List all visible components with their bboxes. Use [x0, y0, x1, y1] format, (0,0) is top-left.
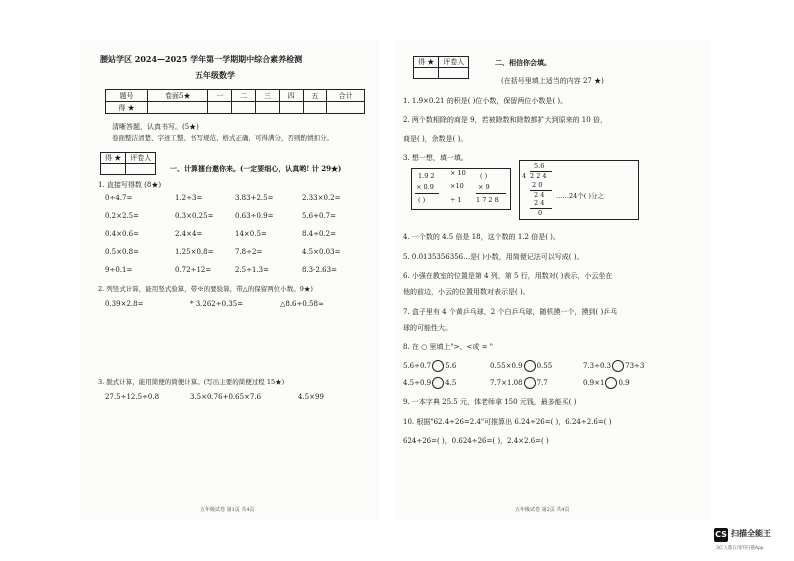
- mult-product: 1 7 2 8: [476, 196, 499, 204]
- scorebox-cell[interactable]: [414, 68, 439, 79]
- q1-item: 4.5×0.03=: [302, 248, 341, 256]
- q3-item: 3.5×0.76+0.65×7.6: [190, 393, 262, 401]
- compare-circle[interactable]: [605, 377, 617, 389]
- mult-diagram: [411, 168, 511, 210]
- question-5: 5. 0.0135356356…是( )小数，用简便记法可以写成( )。: [403, 253, 584, 261]
- q1-item: 2.5÷1.3=: [235, 266, 269, 274]
- compare-row-1: [490, 360, 552, 372]
- compare-circle[interactable]: [524, 360, 536, 372]
- score-row-label: 得 ★: [106, 102, 148, 114]
- q1-label: 1. 直接写得数 (8★): [98, 181, 162, 189]
- right-page: [395, 40, 710, 520]
- scorebox-cell[interactable]: [439, 68, 469, 79]
- question-2-cont: 商是( )，余数是( )。: [403, 135, 468, 143]
- scorebox-cell[interactable]: [101, 164, 126, 175]
- compare-left: 5.6÷0.7: [403, 362, 432, 370]
- score-cell[interactable]: [148, 102, 208, 114]
- score-cell[interactable]: [208, 102, 232, 114]
- question-2: 2. 两个数相除的商是 9，若被除数和除数都扩大到原来的 10 倍，: [403, 116, 607, 124]
- div-hint: ……24个( )分之: [556, 192, 604, 200]
- q2-item: 0.39×2.8=: [105, 300, 144, 308]
- q1-item: 0.2×2.5=: [105, 212, 139, 220]
- exam-title: 腰站学区 2024—2025 学年第一学期期中综合素养检测: [100, 54, 303, 64]
- q1-item: 3.83+2.5=: [235, 194, 274, 202]
- section1-title: 一、计算擂台邀你来。(一定要细心，认真哟! 计 29★): [170, 164, 342, 173]
- compare-left: 0.9×1: [583, 379, 605, 387]
- q1-item: 1.25×0.8=: [175, 248, 214, 256]
- compare-left: 7.3÷0.3: [583, 362, 612, 370]
- score-header-cell: 题号: [106, 90, 148, 102]
- page-footer-left: 五年级试卷 第1页 共4页: [200, 507, 255, 513]
- badge-name: 扫描全能王: [731, 529, 771, 538]
- compare-right: 7.7: [536, 379, 548, 387]
- compare-right: 0.55: [536, 362, 553, 370]
- score-cell[interactable]: [327, 102, 365, 114]
- q1-item: 2.4×4=: [175, 230, 203, 238]
- compare-left: 0.55×0.9: [490, 362, 523, 370]
- q3-label: 3. 脱式计算，能用简便的简便计算。(写出主要的简便过程 15★): [98, 378, 285, 386]
- instructions: 清晰答题，认真书写。(5★): [112, 123, 199, 131]
- compare-right: 5.6: [445, 362, 457, 370]
- section2-note: (在括号里填上适当的内容 27 ★): [501, 77, 604, 85]
- q2-item: * 3.262÷0.35=: [190, 300, 244, 308]
- score-header-cell: 三: [255, 90, 279, 102]
- q1-item: 0.63÷0.9=: [235, 212, 274, 220]
- question-9: 9. 一本字典 25.5 元，体老师拿 150 元钱，最多能买( ): [403, 398, 577, 406]
- q1-item: 14×0.5=: [235, 230, 267, 238]
- score-header-cell: 四: [279, 90, 303, 102]
- left-page: [80, 40, 380, 520]
- score-header-cell: 五: [303, 90, 327, 102]
- badge-sub: 3亿人都在用的扫描App: [716, 546, 764, 551]
- q1-item: 8.4÷0.2=: [302, 230, 336, 238]
- compare-row-1: [583, 360, 644, 372]
- q1-item: 7.8÷2=: [235, 248, 263, 256]
- score-header-cell: 卷面5★: [148, 90, 208, 102]
- q1-item: 0.3×0.25=: [175, 212, 214, 220]
- q1-item: 8.3-2.63=: [302, 266, 337, 274]
- compare-row-2: [490, 377, 548, 389]
- score-header-cell: 二: [232, 90, 256, 102]
- scorebox-right: [413, 56, 469, 79]
- instructions-note: 卷面整洁清楚、字迹工整、书写规范、格式正确，可得满分，否则酌情扣分。: [112, 134, 333, 142]
- q1-item: 9÷0.1=: [105, 266, 133, 274]
- q1-item: 1.2÷3=: [175, 194, 203, 202]
- page-footer-right: 五年级试卷 第2页 共4页: [515, 507, 570, 513]
- compare-right: 4.5: [445, 379, 457, 387]
- compare-row-2: [583, 377, 630, 389]
- scorebox-cell[interactable]: [126, 164, 156, 175]
- score-cell[interactable]: [232, 102, 256, 114]
- score-table: [105, 89, 365, 114]
- q3-item: 4.5×99: [298, 393, 324, 401]
- question-10-cont: 624÷26=( )，0.624÷26=( )，2.4×2.6=( ): [403, 437, 549, 445]
- compare-circle[interactable]: [432, 377, 444, 389]
- question-4: 4. 一个数的 4.5 倍是 18，这个数的 1.2 倍是( )。: [403, 233, 560, 241]
- mult-factor: × 9: [478, 183, 490, 191]
- div-step: 2 0: [532, 181, 543, 189]
- scorebox-label: 得 ★: [101, 153, 126, 164]
- compare-circle[interactable]: [612, 360, 624, 372]
- q1-item: 0.5×0.8=: [105, 248, 139, 256]
- q1-item: 2.33×0.2=: [302, 194, 341, 202]
- score-cell[interactable]: [255, 102, 279, 114]
- compare-circle[interactable]: [524, 377, 536, 389]
- q2-item: △8.6÷0.58≈: [280, 300, 324, 308]
- question-1: 1. 1.9×0.21 的积是( )位小数，保留两位小数是( )。: [403, 97, 568, 105]
- compare-row-2: [403, 377, 456, 389]
- compare-circle[interactable]: [432, 360, 444, 372]
- compare-row-1: [403, 360, 456, 372]
- score-cell[interactable]: [279, 102, 303, 114]
- camscanner-logo-icon: CS: [714, 528, 728, 542]
- exam-subject: 五年级数学: [195, 70, 235, 80]
- q2-label: 2. 列竖式计算，能用竖式验算，带※的要验算，带△的保留两位小数。9★): [98, 285, 313, 293]
- mult-step: ×10: [450, 182, 464, 190]
- div-quotient: 5.6: [534, 162, 545, 170]
- score-header-cell: 一: [208, 90, 232, 102]
- q1-item: 0.72÷12=: [175, 266, 212, 274]
- scorebox-left: [100, 152, 156, 175]
- mult-blank[interactable]: ( ): [480, 172, 488, 180]
- question-7-cont: 球的可能性大。: [403, 324, 452, 332]
- question-10: 10. 根据"62.4÷26=2.4"可推算出 6.24÷26=( )，6.24÷2.6=( ): [403, 418, 612, 426]
- score-cell[interactable]: [303, 102, 327, 114]
- div-divisor: 4: [522, 172, 527, 180]
- compare-left: 7.7×1.08: [490, 379, 523, 387]
- div-step: 2 4: [534, 191, 545, 199]
- div-remainder: 0: [538, 209, 543, 217]
- mult-factor: × 0.9: [416, 183, 434, 191]
- mult-blank[interactable]: ( ): [418, 196, 426, 204]
- q1-item: 0÷4.7=: [105, 194, 133, 202]
- question-8: 8. 在 ○ 里填上">、<或 = ": [403, 343, 493, 351]
- scorebox-label: 评卷人: [439, 57, 469, 68]
- division-diagram: [519, 160, 639, 220]
- mult-step: ÷ 1: [450, 196, 462, 204]
- q1-item: 0.4×0.6=: [105, 230, 139, 238]
- question-3: 3. 想一想，填一填。: [403, 154, 468, 162]
- div-step: 2 4: [534, 199, 545, 207]
- compare-right: 0.9: [618, 379, 630, 387]
- q1-item: 5.6+0.7=: [302, 212, 336, 220]
- mult-step: × 10: [450, 169, 466, 177]
- scorebox-label: 得 ★: [414, 57, 439, 68]
- compare-right: 73÷3: [625, 362, 645, 370]
- question-7: 7. 盒子里有 4 个黄乒乓球，2 个白乒乓球，随机摸一个，摸到( )乒乓: [403, 308, 618, 316]
- score-header-cell: 合计: [327, 90, 365, 102]
- q3-item: 27.5÷12.5÷0.8: [105, 393, 160, 401]
- compare-left: 4.5÷0.9: [403, 379, 432, 387]
- scorebox-label: 评卷人: [126, 153, 156, 164]
- question-6-cont: 他的前边，小云的位置用数对表示是( )。: [403, 288, 530, 296]
- div-dividend: 2 2 4: [530, 172, 547, 180]
- section2-title: 二、相信你会填。: [495, 58, 551, 67]
- mult-top: 1.9 2: [418, 172, 435, 180]
- question-6: 6. 小强在教室的位置是第 4 列，第 5 行，用数对( )表示，小云坐在: [403, 272, 613, 280]
